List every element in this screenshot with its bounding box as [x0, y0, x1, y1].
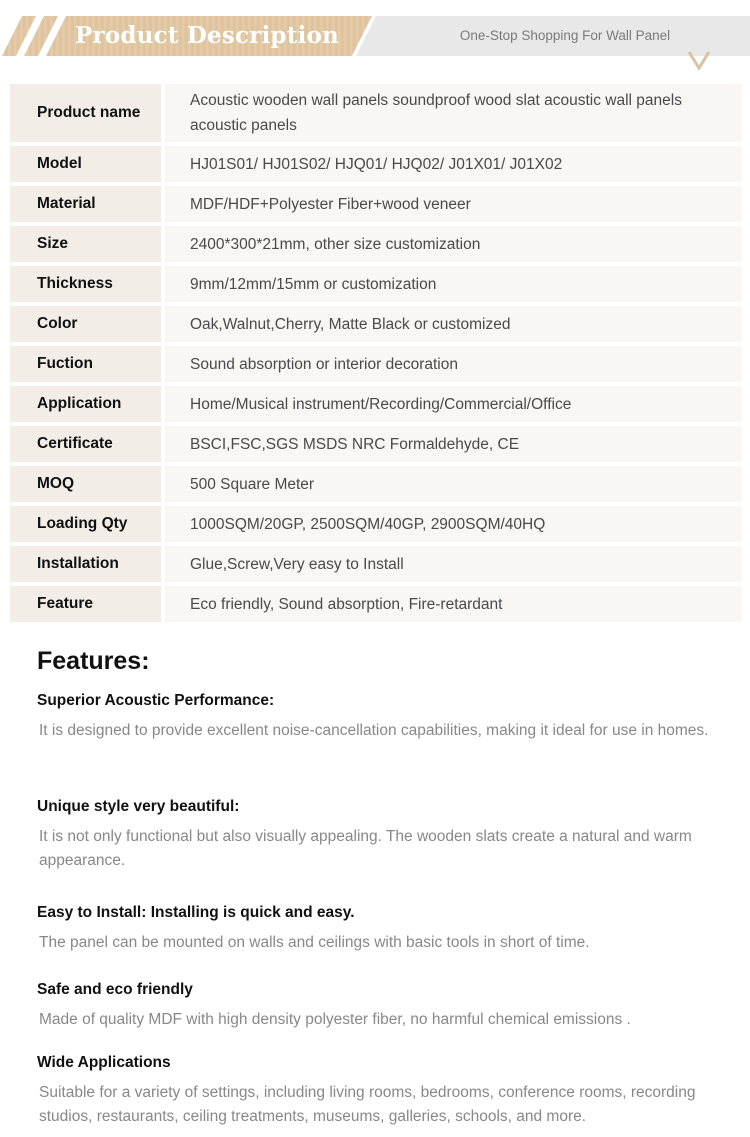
spec-label: Product name [10, 84, 161, 142]
table-row [10, 546, 742, 582]
feature-desc: Suitable for a variety of settings, including living rooms, bedrooms, conference rooms, recording studios, restaurants, ceiling treatments, museums, galleries, schools, and more. [39, 1084, 696, 1125]
banner-title: Product Description [75, 22, 339, 49]
feature-item [37, 978, 727, 1032]
feature-title: Superior Acoustic Performance: [37, 692, 275, 709]
spec-label: Loading Qty [10, 506, 161, 542]
feature-title: Easy to Install: Installing is quick and easy. [37, 904, 355, 921]
spec-value: Home/Musical instrument/Recording/Commercial/Office [165, 386, 742, 422]
feature-desc: It is designed to provide excellent noise-cancellation capabilities, making it ideal for use in homes. [39, 722, 709, 739]
features-heading: Features: [37, 647, 150, 675]
spec-label: MOQ [10, 466, 161, 502]
feature-title: Unique style very beautiful: [37, 798, 240, 815]
spec-value: Glue,Screw,Very easy to Install [165, 546, 742, 582]
spec-value: 500 Square Meter [165, 466, 742, 502]
header-banner [0, 0, 750, 78]
spec-label: Installation [10, 546, 161, 582]
spec-label: Certificate [10, 426, 161, 462]
table-row [10, 346, 742, 382]
table-row [10, 226, 742, 262]
table-row [10, 266, 742, 302]
table-row [10, 146, 742, 182]
table-row [10, 84, 742, 142]
table-row [10, 586, 742, 622]
feature-item [37, 795, 727, 873]
feature-desc: Made of quality MDF with high density polyester fiber, no harmful chemical emissions . [39, 1011, 631, 1028]
spec-value: Eco friendly, Sound absorption, Fire-retardant [165, 586, 742, 622]
feature-desc: It is not only functional but also visually appealing. The wooden slats create a natural and warm appearance. [39, 828, 692, 869]
spec-value: 2400*300*21mm, other size customization [165, 226, 742, 262]
table-row [10, 506, 742, 542]
spec-label: Thickness [10, 266, 161, 302]
spec-value: HJ01S01/ HJ01S02/ HJQ01/ HJQ02/ J01X01/ J01X02 [165, 146, 742, 182]
feature-desc: The panel can be mounted on walls and ceilings with basic tools in short of time. [39, 934, 590, 951]
spec-label: Material [10, 186, 161, 222]
spec-value: Sound absorption or interior decoration [165, 346, 742, 382]
feature-item [37, 689, 727, 743]
feature-item [37, 901, 727, 955]
spec-label: Fuction [10, 346, 161, 382]
spec-label: Model [10, 146, 161, 182]
spec-value: 1000SQM/20GP, 2500SQM/40GP, 2900SQM/40HQ [165, 506, 742, 542]
spec-value: 9mm/12mm/15mm or customization [165, 266, 742, 302]
spec-value: MDF/HDF+Polyester Fiber+wood veneer [165, 186, 742, 222]
feature-item [37, 1051, 727, 1129]
spec-table [10, 84, 742, 626]
table-row [10, 426, 742, 462]
spec-value: BSCI,FSC,SGS MSDS NRC Formaldehyde, CE [165, 426, 742, 462]
table-row [10, 306, 742, 342]
spec-label: Size [10, 226, 161, 262]
spec-label: Feature [10, 586, 161, 622]
banner-subtitle: One-Stop Shopping For Wall Panel [459, 28, 671, 43]
spec-label: Color [10, 306, 161, 342]
table-row [10, 386, 742, 422]
spec-value: Oak,Walnut,Cherry, Matte Black or customized [165, 306, 742, 342]
spec-value: Acoustic wooden wall panels soundproof wood slat acoustic wall panels acoustic panels [165, 84, 742, 142]
spec-label: Application [10, 386, 161, 422]
table-row [10, 466, 742, 502]
feature-title: Safe and eco friendly [37, 981, 193, 998]
feature-title: Wide Applications [37, 1054, 171, 1071]
table-row [10, 186, 742, 222]
